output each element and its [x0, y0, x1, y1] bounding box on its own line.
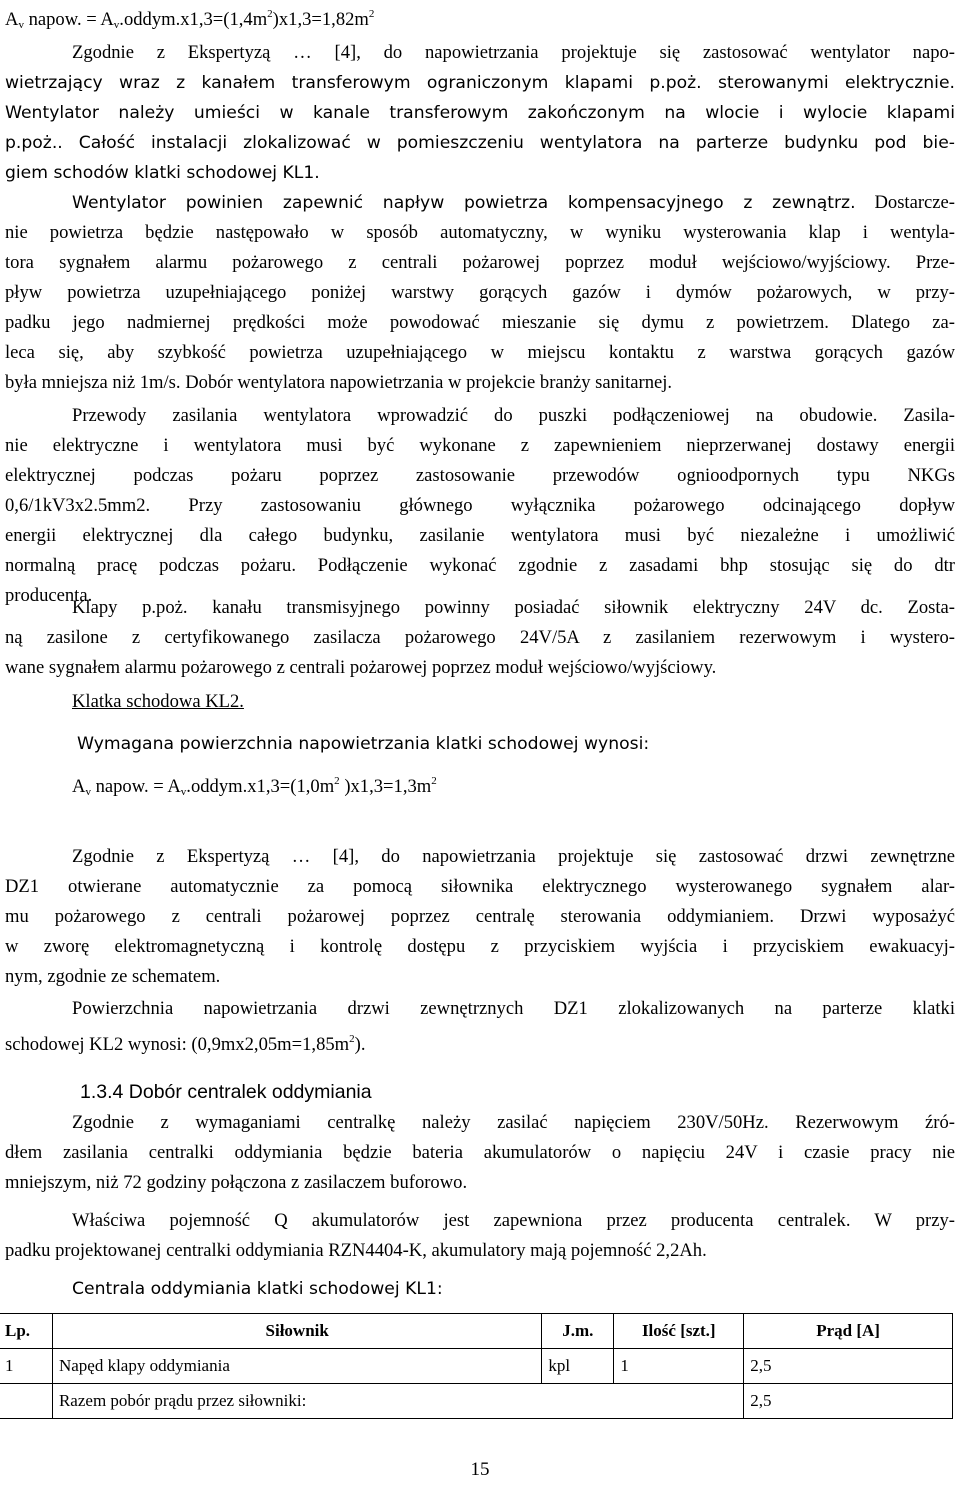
page-number: 15	[470, 1459, 490, 1480]
section-heading: 1.3.4 Dobór centralek oddymiania	[80, 1081, 372, 1103]
paragraph-power-supply: Przewody zasilania wentylatora wprowadzić do puszki podłączeniowej na obudowie. Zasila- nie elektryczne i wentylatora musi być wykonane z zapewnieniem nieprzerwanej dostawy energii elektrycznej podczas pożaru poprzez zastosowanie przewodów ognioodpornych typu NKGs 0,6/1kV3x2.5mm2. Przy zastosowaniu głównego wyłącznika pożarowego odcinającego dopływ energii elektrycznej dla całego budynku, zasilanie wentylatora musi być niezależne i umożliwić normalną pracę podczas pożaru. Podłączenie wykonać zgodnie z zasadami bhp stosując się do dtr producenta.	[5, 405, 955, 606]
paragraph-batteries: Właściwa pojemność Q akumulatorów jest zapewniona przez producenta centralek. W przy- padku projektowanej centralki oddymiania RZN4404-K, akumulatory mają pojemność 2,2Ah.	[5, 1210, 955, 1261]
col-header-lp: Lp.	[0, 1314, 52, 1349]
actuators-table	[0, 1313, 953, 1419]
paragraph-central-supply: Zgodnie z wymaganiami centralkę należy zasilać napięciem 230V/50Hz. Rezerwowym źró- dłem zasilania centralki oddymiania będzie bateria akumulatorów o napięciu 24V i czasie pracy nie mniejszym, niż 72 godziny połączona z zasilaczem buforowo.	[5, 1112, 955, 1193]
cell-actuator: Napęd klapy oddymiania	[52, 1349, 541, 1384]
table-row	[0, 1349, 953, 1384]
table-total-row	[0, 1384, 953, 1419]
formula-kl2: $A_v$ napow. = $A_v.oddym.x1,3=(1,0m^2$ )$x1,3=1,3m^2$	[72, 775, 437, 798]
paragraph-doors-dz1: Zgodnie z Ekspertyzą … [4], do napowietrzania projektuje się zastosować drzwi zewnętrzne DZ1 otwierane automatycznie za pomocą siłownika elektrycznego wysterowanego sygnałem alar- mu pożarowego z centrali pożarowej poprzez centralę sterowania oddymianiem. Drzwi wyposażyć w zworę elektromagnetyczną i kontrolę dostępu z przyciskiem wyjścia i przyciskiem ewakuacyj- nym, zgodnie ze schematem.	[5, 846, 955, 987]
cell-empty	[0, 1384, 52, 1419]
cell-lp: 1	[0, 1349, 52, 1384]
col-header-quantity: Ilość [szt.]	[614, 1314, 744, 1349]
heading-kl2: Klatka schodowa KL2.	[72, 691, 244, 712]
paragraph-compensation-air: Wentylator powinien zapewnić napływ powietrza kompensacyjnego z zewnątrz. Dostarcze- nie powietrza będzie następowało w sposób automatyczny, w wyniku wysterowania klap i wentyla- tora sygnałem alarmu pożarowego z centrali pożarowej poprzez moduł wejściowo/wyjściowy. Prze- pływ powietrza uzupełniającego poniżej warstwy gorących gazów i dymów pożarowych, w przy- padku jego nadmiernej prędkości może powodować mieszanie się dymu z powietrzem. Dlatego za- leca się, aby szybkość powietrza uzupełniającego w miejscu kontaktu z warstwa gorących gazów była mniejsza niż 1m/s. Dobór wentylatora napowietrzania w projekcie branży sanitarnej.	[5, 192, 955, 393]
table-caption: Centrala oddymiania klatki schodowej KL1:	[72, 1279, 443, 1299]
formula-kl1: $A_v$ napow. = $A_v.oddym.x1,3=(1,4m^2)x1,3=1,82m^2$	[5, 8, 375, 31]
col-header-current: Prąd [A]	[744, 1314, 953, 1349]
col-header-unit: J.m.	[542, 1314, 614, 1349]
col-header-actuator: Siłownik	[52, 1314, 541, 1349]
cell-total-label: Razem pobór prądu przez siłowniki:	[52, 1384, 743, 1419]
cell-current: 2,5	[744, 1349, 953, 1384]
cell-quantity: 1	[614, 1349, 744, 1384]
paragraph-dampers: Klapy p.poż. kanału transmisyjnego powinny posiadać siłownik elektryczny 24V dc. Zosta- ną zasilone z certyfikowanego zasilacza pożarowego 24V/5A z zasilaniem rezerwowym i wystero- wane sygnałem alarmu pożarowego z centrali pożarowej poprzez moduł wejściowo/wyjściowy.	[5, 597, 955, 678]
kl2-required-area: Wymagana powierzchnia napowietrzania klatki schodowej wynosi:	[77, 734, 650, 754]
cell-unit: kpl	[542, 1349, 614, 1384]
cell-total-value: 2,5	[744, 1384, 953, 1419]
paragraph-fan-kl1: Zgodnie z Ekspertyzą … [4], do napowietrzania projektuje się zastosować wentylator napo- wietrzający wraz z kanałem transferowym ograniczonym klapami p.poż. sterowanymi elektrycznie. Wentylator należy umieści w kanale transferowym zakończonym na wlocie i wylocie klapami p.poż.. Całość instalacji zlokalizować w pomieszczeniu wentylatora na parterze budynku pod bie- giem schodów klatki schodowej KL1.	[5, 42, 955, 183]
paragraph-dz1-area: Powierzchnia napowietrzania drzwi zewnętrznych DZ1 zlokalizowanych na parterze klatki schodowej KL2 wynosi: $(0,9mx2,05m=1,85m^2)$.	[5, 998, 955, 1055]
table-header-row	[0, 1314, 953, 1349]
